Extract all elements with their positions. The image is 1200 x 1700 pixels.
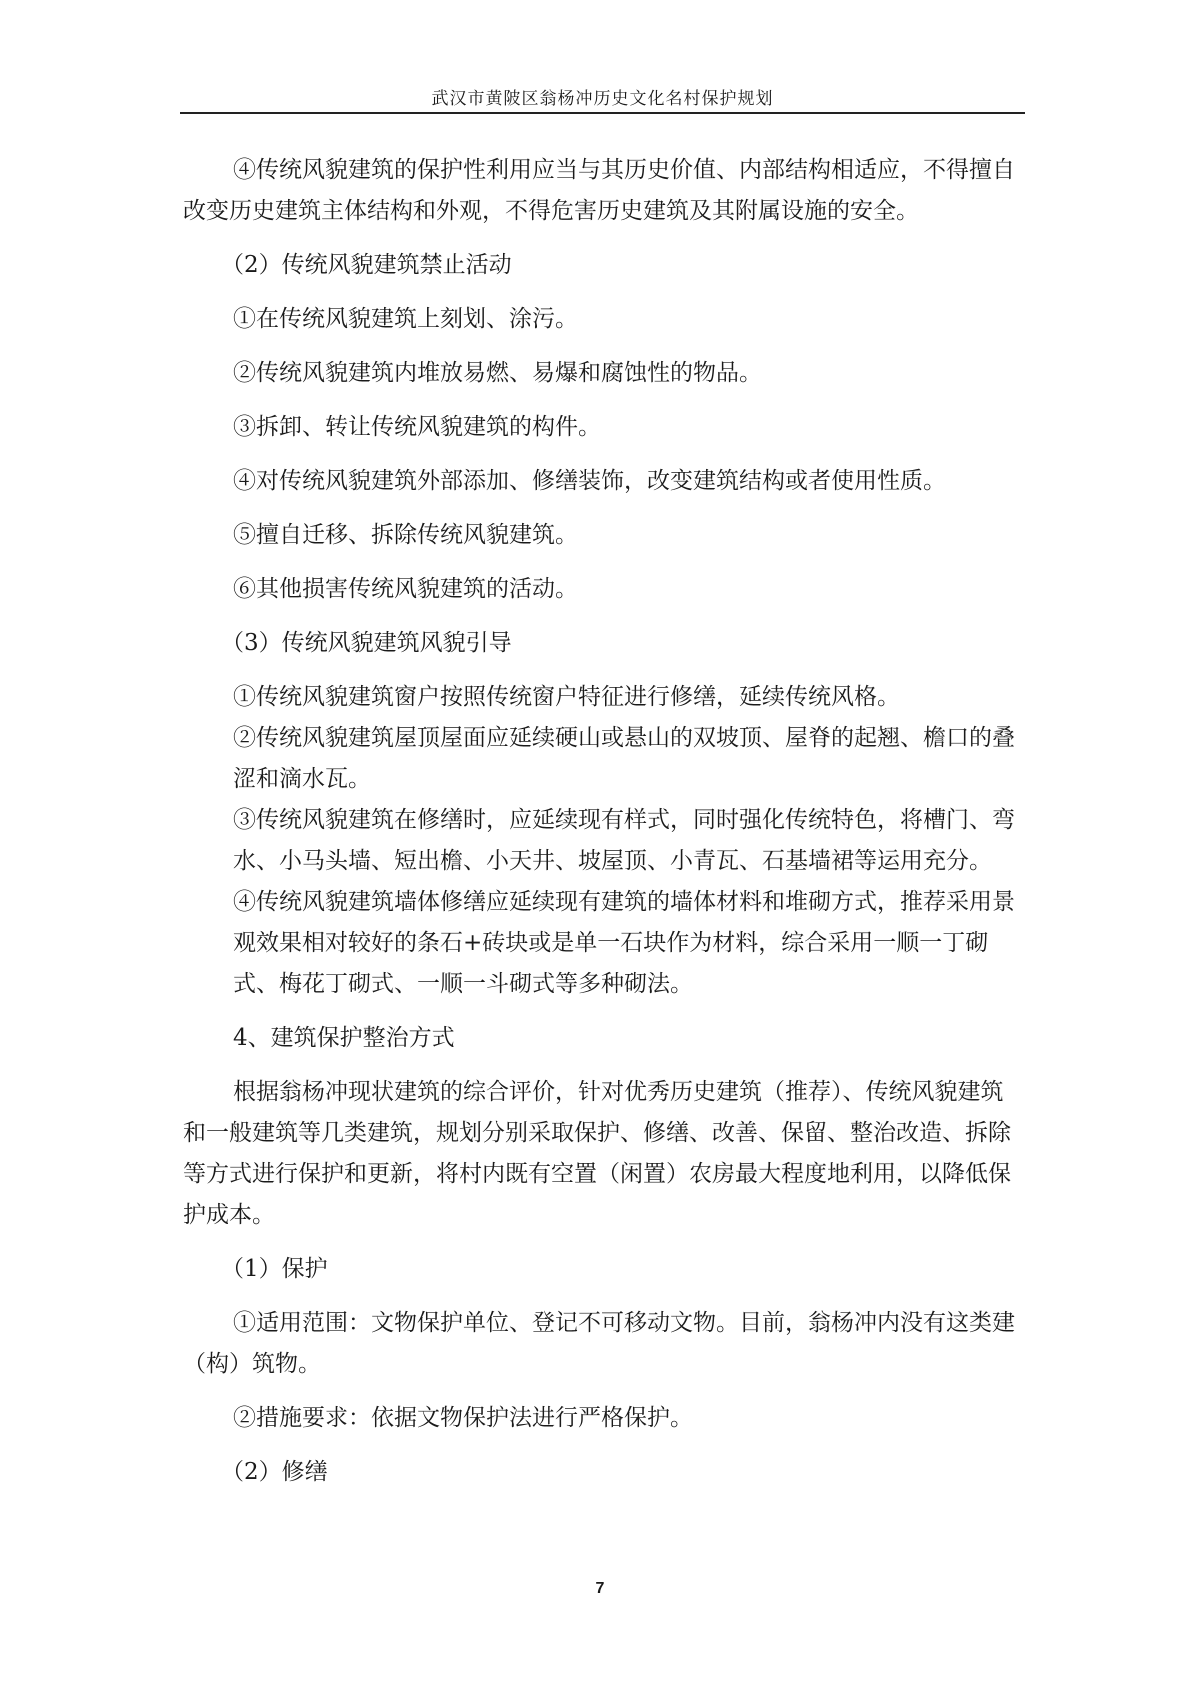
list-item: ①传统风貌建筑窗户按照传统窗户特征进行修缮，延续传统风格。 (233, 684, 900, 710)
document-body (183, 150, 1023, 1493)
list-item: ④传统风貌建筑墙体修缮应延续现有建筑的墙体材料和堆砌方式，推荐采用景观效果相对较好的条石+砖块或是单一石块作为材料，综合采用一顺一丁砌式、梅花丁砌式、一顺一斗砌式等多种砌法。 (233, 889, 1015, 997)
section-heading: （3）传统风貌建筑风貌引导 (221, 630, 512, 656)
section-heading: （2）修缮 (221, 1459, 328, 1485)
paragraph: 根据翁杨冲现状建筑的综合评价，针对优秀历史建筑（推荐）、传统风貌建筑和一般建筑等几类建筑，规划分别采取保护、修缮、改善、保留、整治改造、拆除等方式进行保护和更新，将村内既有空置（闲置）农房最大程度地利用，以降低保护成本。 (183, 1079, 1011, 1228)
list-item: ⑤擅自迁移、拆除传统风貌建筑。 (233, 522, 578, 548)
paragraph: ④传统风貌建筑的保护性利用应当与其历史价值、内部结构相适应，不得擅自改变历史建筑主体结构和外观，不得危害历史建筑及其附属设施的安全。 (183, 157, 1015, 224)
paragraph: ②措施要求：依据文物保护法进行严格保护。 (233, 1405, 693, 1431)
section-heading: 4、建筑保护整治方式 (233, 1025, 455, 1051)
list-item: ②传统风貌建筑屋顶屋面应延续硬山或悬山的双坡顶、屋脊的起翘、檐口的叠涩和滴水瓦。 (233, 725, 1015, 792)
section-heading: （2）传统风貌建筑禁止活动 (221, 252, 512, 278)
list-item: ③传统风貌建筑在修缮时，应延续现有样式，同时强化传统特色，将槽门、弯水、小马头墙、短出檐、小天井、坡屋顶、小青瓦、石基墙裙等运用充分。 (233, 807, 1015, 874)
page-number: 7 (595, 1580, 605, 1597)
list-item: ⑥其他损害传统风貌建筑的活动。 (233, 576, 578, 602)
section-heading: （1）保护 (221, 1256, 328, 1282)
running-header: 武汉市黄陂区翁杨冲历史文化名村保护规划 (431, 89, 774, 109)
list-item: ④对传统风貌建筑外部添加、修缮装饰，改变建筑结构或者使用性质。 (233, 468, 946, 494)
paragraph: ①适用范围：文物保护单位、登记不可移动文物。目前，翁杨冲内没有这类建（构）筑物。 (183, 1310, 1015, 1377)
list-item: ③拆卸、转让传统风貌建筑的构件。 (233, 414, 601, 440)
header-divider (180, 112, 1025, 114)
list-item: ①在传统风貌建筑上刻划、涂污。 (233, 306, 578, 332)
list-item: ②传统风貌建筑内堆放易燃、易爆和腐蚀性的物品。 (233, 360, 762, 386)
